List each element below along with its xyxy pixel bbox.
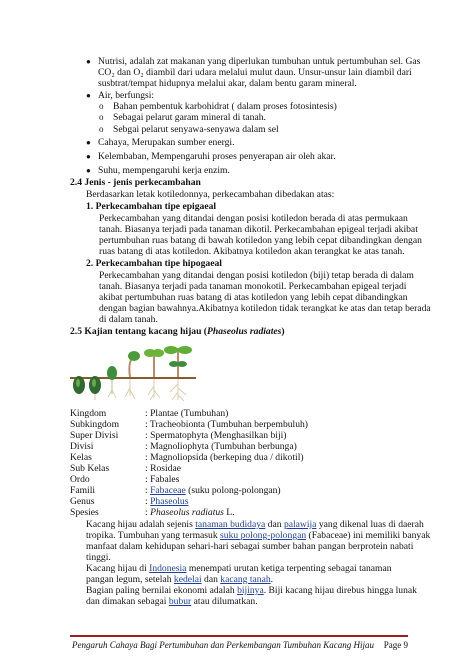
air-sub-1: Bahan pembentuk karbohidrat ( dalam proses fotosintesis) <box>113 101 337 112</box>
section-2-4-heading: 2.4 Jenis - jenis perkecambahan <box>70 177 201 188</box>
air-sub-2: Sebagai pelarut garam mineral di tanah. <box>113 112 266 123</box>
circle-bullet-icon: o <box>99 124 104 134</box>
epigaeal-line-3: pertumbuhan ruas batang di bawah kotiledon yang lebih cepat dibandingkan dengan <box>99 235 422 246</box>
para-line-3: manfaat dalam kehidupan sehari-hari sebagai sumber bahan pangan berprotein nabati <box>86 541 414 552</box>
mung-bean-germination-illustration <box>70 340 196 402</box>
bullet-icon: ● <box>86 91 91 100</box>
circle-bullet-icon: o <box>99 112 104 122</box>
cahaya-line: Cahaya, Merupakan sumber energi. <box>98 137 235 148</box>
para-line-2: tropika. Tumbuhan yang termasuk suku polong-polongan (Fabaceae) ini memiliki banyak <box>86 530 431 541</box>
nutrisi-line-2: CO₂ dan O₂ diambil dari udara melalui mulut daun. Unsur-unsur lain diambil dari <box>98 67 412 78</box>
section-2-4-intro: Berdasarkan letak kotiledonnya, perkecambahan dibedakan atas: <box>86 189 335 200</box>
circle-bullet-icon: o <box>99 101 104 111</box>
para-line-7: Bagian paling bernilai ekonomi adalah bijinya. Biji kacang hijau direbus hingga lunak <box>86 585 417 596</box>
footer-divider <box>70 635 408 637</box>
para-line-6: pangan legum, setelah kedelai dan kacang tanah. <box>86 574 274 585</box>
bullet-icon: ● <box>86 138 91 147</box>
epigaeal-title: 1. Perkecambahan tipe epigaeal <box>86 201 217 212</box>
section-2-5-heading: 2.5 Kajian tentang kacang hijau (Phaseolus radiates) <box>70 326 285 337</box>
tanaman-budidaya-link[interactable]: tanaman budidaya <box>195 519 266 530</box>
hipogaeal-line-5: di dalam tanah. <box>99 314 158 325</box>
epigaeal-line-4: ruas batang di atas kotiledon. Akibatnya kotiledon akan terangkat ke atas tanah. <box>99 246 405 257</box>
epigaeal-line-1: Perkecambahan yang ditandai dengan posisi kotiledon berada di atas permukaan <box>99 213 408 224</box>
para-line-1: Kacang hijau adalah sejenis tanaman budidaya dan palawija yang dikenal luas di daerah <box>86 519 424 530</box>
suhu-line: Suhu, mempengaruhi kerja enzim. <box>98 165 230 176</box>
para-line-5: Kacang hijau di Indonesia menempati urutan ketiga terpenting sebagai tanaman <box>86 563 392 574</box>
bullet-icon: ● <box>86 152 91 161</box>
bullet-icon: ● <box>86 57 91 66</box>
air-sub-3: Sebgai pelarut senyawa-senyawa dalam sel <box>113 124 279 135</box>
hipogaeal-line-4: dengan bagian bawahnya.Akibatnya kotiledon tidak terangkat ke atas dan tetap berada <box>99 303 431 314</box>
page-number: Page 9 <box>383 640 408 650</box>
hipogaeal-title: 2. Perkecambahan tipe hipogaeal <box>86 258 222 269</box>
nutrisi-line-3: susbtrat/tempat hidupnya melalui akar, dalam bentu garam mineral. <box>98 78 357 89</box>
epigaeal-line-2: tanah. Biasanya terjadi pada tanaman dikotil. Perkecambahan epigeal terjadi akibat <box>99 224 418 235</box>
indonesia-link[interactable]: Indonesia <box>149 563 187 574</box>
hipogaeal-line-1: Perkecambahan yang ditandai dengan posisi kotiledon (biji) tetap berada di dalam <box>99 270 414 281</box>
document-page: ● Nutrisi, adalah zat makanan yang diperlukan tumbuhan untuk pertumbuhan sel. Gas CO₂ dan O₂ diambil dari udara melalui mulut daun. Unsur-unsur lain diambil dari susbtrat/tempat hidupnya melalui akar, dalam bentu garam mineral. ● Air, berfungsi: o Bahan pembentuk karbohidrat ( dalam proses fotosintesis) o Sebagai pelarut garam mineral di tanah. o Sebgai pelarut senyawa-senyawa dalam sel ● Cahaya, Merupakan sumber energi. ● Kelembaban, Mempengaruhi proses penyerapan air oleh akar. ● Suhu, mempengaruhi kerja enzim. 2.4 Jenis - jenis perkecambahan Berdasarkan letak kotiledonnya, perkecambahan dibedakan atas: 1. Perkecambahan tipe epigaeal Perkecambahan yang ditandai dengan posisi kotiledon berada di atas permukaan tanah. Biasanya terjadi pada tanaman dikotil. Perkecambahan epigeal terjadi akibat pertumbuhan ruas batang di bawah kotiledon yang lebih cepat dibandingkan dengan ruas batang di atas kotiledon. Akibatnya kotiledon akan terangkat ke atas tanah. 2. Perkecambahan tipe hipogaeal Perkecambahan yang ditandai dengan posisi kotiledon (biji) tetap berada di dalam tanah. Biasanya terjadi pada tanaman monokotil. Perkecambahan epigeal terjadi akibat pertumbuhan ruas batang di atas kotiledon yang lebih cepat dibandingkan dengan bagian bawahnya.Akibatnya kotiledon tidak terangkat ke atas dan tetap berada di dalam tanah. 2.5 Kajian tentang kacang hijau (Phaseolus radiates) Kingdom : Plantae (Tumbuhan) Subkingdom : Tracheobionta (Tumbuhan berpembuluh) Super Divisi : Spermatophyta (Menghasilkan biji) Divisi : Magnoliophyta (Tumbuhan berbunga) Kelas : Magnoliopsida (berkeping dua / dikotil) Sub Kelas : Rosidae Ordo : Fabales Famili : Fabaceae (suku polong-polongan) Genus : Phaseolus Spesies : Phaseolus radiatus L. Kacang hijau adalah sejenis tanaman budidaya dan palawija yang dikenal luas di daerah tropika. Tumbuhan yang termasuk suku polong-polongan (Fabaceae) ini memiliki banyak manfaat dalam kehidupan sehari-hari sebagai sumber bahan pangan berprotein nabati tinggi. Kacang hijau di Indonesia menempati urutan ketiga terpenting sebagai tanaman pangan legum, setelah kedelai dan kacang tanah. Bagian paling bernilai ekonomi adalah bijinya. Biji kacang hijau direbus hingga lunak dan dimakan sebagai bubur atau dilumatkan. Pengaruh Cahaya Bagi Pertumbuhan dan Perkembangan Tumbuhan Kacang Hijau Page 9 <box>70 56 431 650</box>
kacang-tanah-link[interactable]: kacang tanah <box>220 574 271 585</box>
bubur-link[interactable]: bubur <box>168 596 192 607</box>
palawija-link[interactable]: palawija <box>283 519 317 530</box>
para-line-8: dan dimakan sebagai bubur atau dilumatkan. <box>86 596 258 607</box>
footer-title: Pengaruh Cahaya Bagi Pertumbuhan dan Perkembangan Tumbuhan Kacang Hijau <box>72 640 374 650</box>
hipogaeal-line-2: tanah. Biasanya terjadi pada tanaman monokotil. Perkecambahan epigeal terjadi <box>99 281 407 292</box>
hipogaeal-line-3: akibat pertumbuhan ruas batang di atas kotiledon yang lebih cepat dibandingkan <box>99 292 408 303</box>
air-line: Air, berfungsi: <box>98 90 155 101</box>
bullet-icon: ● <box>86 166 91 175</box>
kedelai-link[interactable]: kedelai <box>173 574 202 585</box>
kelembaban-line: Kelembaban, Mempengaruhi proses penyerapan air oleh akar. <box>98 151 336 162</box>
fabaceae-link[interactable]: Fabaceae <box>150 485 186 496</box>
nutrisi-line-1: Nutrisi, adalah zat makanan yang diperlukan tumbuhan untuk pertumbuhan sel. Gas <box>98 56 421 67</box>
phaseolus-link[interactable]: Phaseolus <box>150 496 189 507</box>
suku-polong-polongan-link[interactable]: suku polong-polongan <box>220 530 307 541</box>
bijinya-link[interactable]: bijinya <box>237 585 264 596</box>
para-line-4: tinggi. <box>86 552 111 563</box>
